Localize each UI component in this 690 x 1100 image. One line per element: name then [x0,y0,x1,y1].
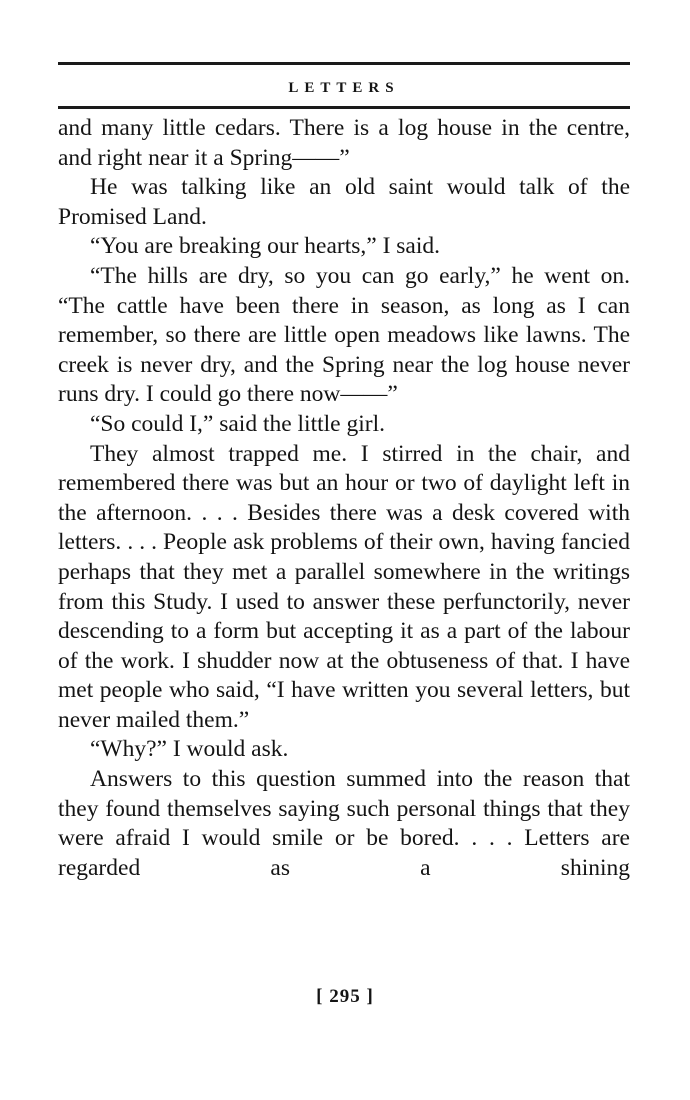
paragraph-6: They almost trapped me. I stirred in the chair, and remembered there was but an hour or two of daylight left in the afternoon. . . . Besides there was a desk covered with letters. . . . People ask problems of their own, having fancied perhaps that they met a parallel somewhere in the writings from this Study. I used to answer these perfunctorily, never descending to a form but accepting it as a part of the labour of the work. I shudder now at the obtuseness of that. I have met people who said, “I have written you several letters, but never mailed them.” [58,440,630,733]
page [58,62,630,883]
paragraph-2: He was talking like an old saint would talk of the Promised Land. [58,174,630,230]
paragraph-7: “Why?” I would ask. [90,736,289,763]
running-head: LETTERS [288,80,400,96]
paragraph-3: “You are breaking our hearts,” I said. [90,233,440,260]
page-number: [ 295 ] [316,986,374,1007]
header-rule-top [58,62,630,65]
paragraph-4: “The hills are dry, so you can go early,” he went on. “The cattle have been there in season, as long as I can remember, so there are little open meadows like lawns. The creek is never dry, and the Spring near the log house never runs dry. I could go there now——” [58,262,630,408]
paragraph-5: “So could I,” said the little girl. [90,410,385,437]
body-text [58,114,630,883]
header-rule-bottom [58,106,630,109]
paragraph-1: and many little cedars. There is a log house in the centre, and right near it a Spring——” [58,115,630,171]
paragraph-8: Answers to this question summed into the reason that they found themselves saying such personal things that they were afraid I would smile or be bored. . . . Letters are regarded as a shining [58,766,630,881]
